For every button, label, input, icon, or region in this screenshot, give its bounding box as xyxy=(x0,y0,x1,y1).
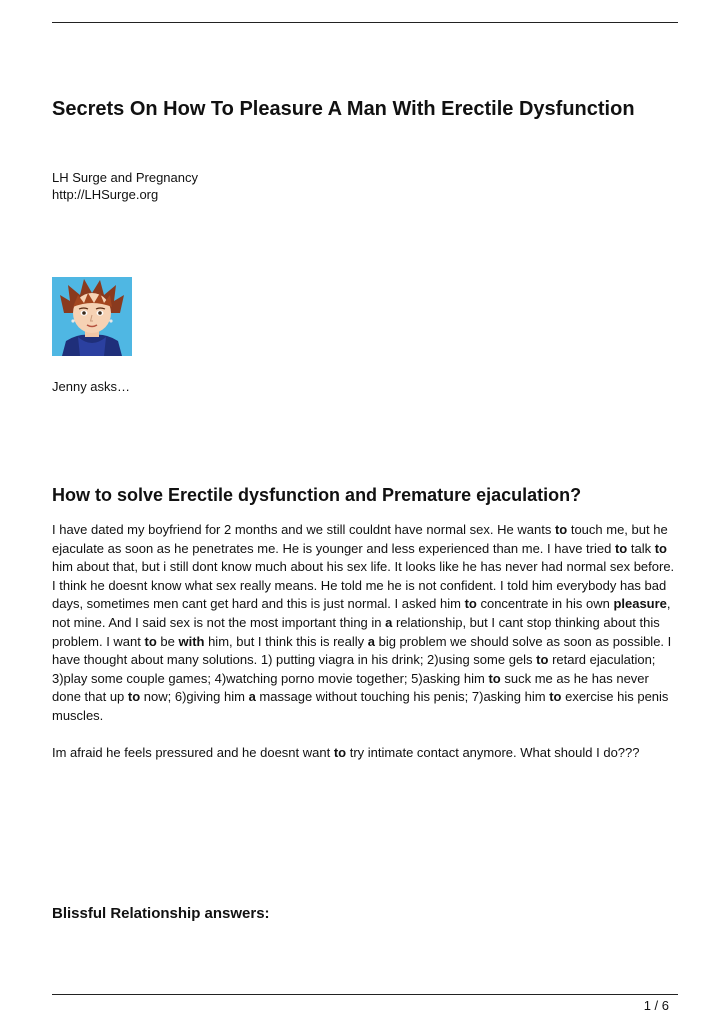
highlighted-keyword: pleasure xyxy=(613,596,667,612)
text-run: him about that, but i still dont know much about his sex life. It looks like he has never had normal sex before. I think he doesnt know what sex really means. He told me he is not confident. I told him everybody has bad days, sometimes men cant get hard and this is just normal. I asked him xyxy=(52,559,675,612)
text-run: touch me, but he ejaculate as soon as he penetrates me. He is younger and less experienced than me. I have tried xyxy=(52,522,668,556)
text-run: relationship, but I cant stop thinking about this problem. I want xyxy=(52,614,660,649)
answers-heading: Blissful Relationship answers: xyxy=(52,905,270,922)
highlighted-keyword: a xyxy=(248,689,256,705)
text-run: , not mine. And I said sex is not the most important thing in xyxy=(52,596,671,630)
highlighted-keyword: to xyxy=(127,689,141,705)
highlighted-keyword: to xyxy=(488,670,501,686)
text-run: concentrate in his own xyxy=(476,596,614,612)
highlighted-keyword: to xyxy=(654,540,667,556)
text-run: I have dated my boyfriend for 2 months and we still couldnt have normal sex. He wants xyxy=(52,522,555,537)
page-number: 1 / 6 xyxy=(643,998,669,1013)
text-run: big problem we should solve as soon as possible. I have thought about many solutions. 1) putting viagra in his drink; 2)using some gels xyxy=(52,633,672,668)
text-run: now; 6)giving him xyxy=(140,689,249,705)
highlighted-keyword: to xyxy=(536,652,549,668)
cartoon-avatar-icon xyxy=(52,277,132,356)
text-run: talk xyxy=(627,540,655,556)
text-run: be xyxy=(156,633,179,649)
source-url[interactable]: http://LHSurge.org xyxy=(52,187,159,202)
highlighted-keyword: to xyxy=(614,540,628,556)
page-title: Secrets On How To Pleasure A Man With Erectile Dysfunction xyxy=(52,98,635,120)
text-run: him, but I think this is really xyxy=(204,633,368,649)
text-run: retard ejaculation; 3)play some couple games; 4)watching porno movie together; 5)asking him xyxy=(52,652,656,686)
text-run: suck me as he has never done that up xyxy=(52,670,649,705)
question-paragraph xyxy=(52,521,678,726)
highlighted-keyword: to xyxy=(144,633,157,649)
text-run: Im afraid he feels pressured and he doesnt want xyxy=(52,744,334,760)
source-meta xyxy=(52,169,198,203)
header-rule xyxy=(52,22,678,23)
question-title: How to solve Erectile dysfunction and Premature ejaculation? xyxy=(52,485,582,505)
highlighted-keyword: to xyxy=(554,522,568,537)
footer-rule xyxy=(52,994,678,995)
highlighted-keyword: to xyxy=(549,689,562,705)
highlighted-keyword: with xyxy=(178,633,205,649)
highlighted-keyword: a xyxy=(385,614,393,630)
question-body xyxy=(52,521,678,780)
question-paragraph xyxy=(52,744,678,763)
highlighted-keyword: to xyxy=(333,744,347,760)
highlighted-keyword: to xyxy=(464,596,477,612)
text-run: try intimate contact anymore. What should I do??? xyxy=(346,744,640,760)
text-run: exercise his penis muscles. xyxy=(52,689,669,723)
text-run: massage without touching his penis; 7)asking him xyxy=(255,689,550,705)
asker-label: Jenny asks… xyxy=(52,379,131,394)
source-name: LH Surge and Pregnancy xyxy=(52,170,198,185)
highlighted-keyword: a xyxy=(367,633,375,649)
